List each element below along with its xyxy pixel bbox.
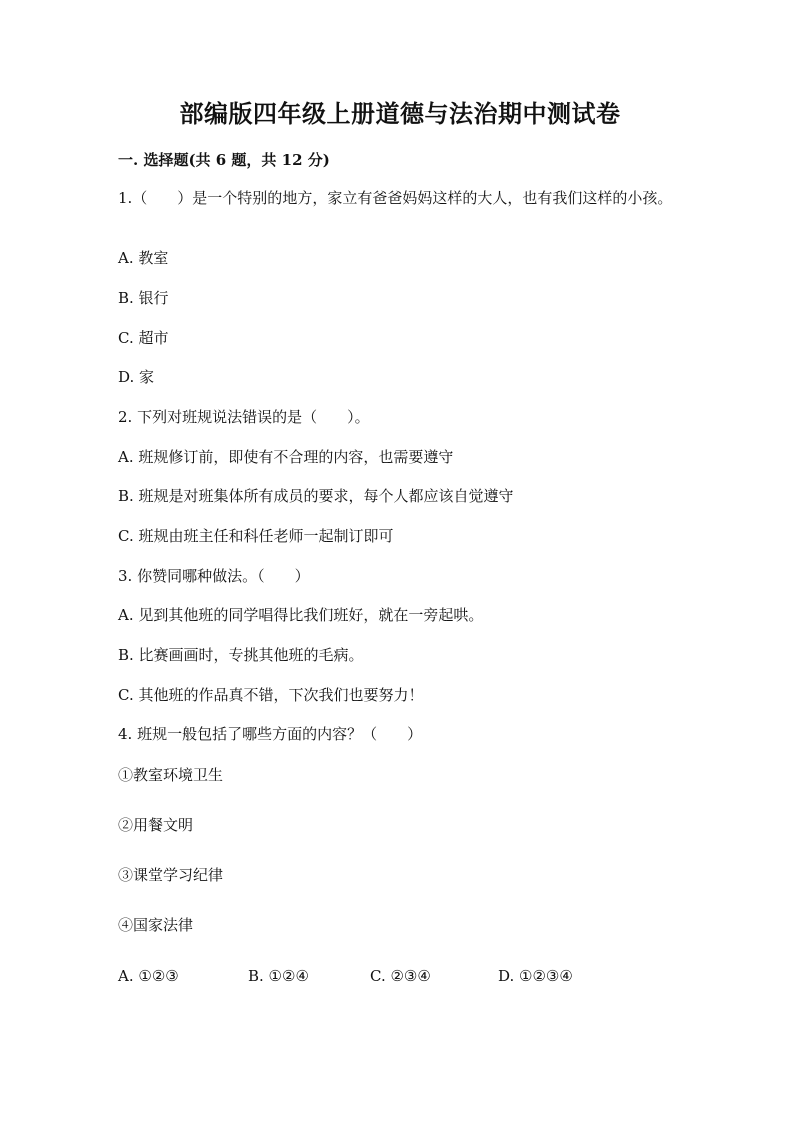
question-3-stem: 3. 你赞同哪种做法。（ ） bbox=[118, 567, 310, 585]
question-4-item-4: ④国家法律 bbox=[118, 916, 194, 934]
question-4-item-2: ②用餐文明 bbox=[118, 816, 194, 834]
question-4-item-1: ①教室环境卫生 bbox=[118, 766, 224, 784]
question-4-option-c: C. ②③④ bbox=[370, 967, 431, 985]
section-heading: 一. 选择题(共 6 题，共 12 分) bbox=[118, 151, 330, 169]
question-2-option-a: A. 班规修订前，即使有不合理的内容，也需要遵守 bbox=[118, 448, 454, 466]
question-1-option-a: A. 教室 bbox=[118, 249, 169, 267]
question-1-stem: 1.（ ）是一个特别的地方，家立有爸爸妈妈这样的大人，也有我们这样的小孩。 bbox=[118, 189, 673, 207]
question-2-stem: 2. 下列对班规说法错误的是（ ）。 bbox=[118, 408, 370, 426]
question-2-option-b: B. 班规是对班集体所有成员的要求，每个人都应该自觉遵守 bbox=[118, 487, 514, 505]
exam-title: 部编版四年级上册道德与法治期中测试卷 bbox=[179, 99, 621, 128]
question-4-option-b: B. ①②④ bbox=[248, 967, 309, 985]
question-1-option-d: D. 家 bbox=[118, 368, 155, 386]
question-4-option-a: A. ①②③ bbox=[118, 967, 179, 985]
question-3-option-c: C. 其他班的作品真不错，下次我们也要努力！ bbox=[118, 686, 424, 704]
question-4-stem: 4. 班规一般包括了哪些方面的内容？（ ） bbox=[118, 725, 423, 743]
question-3-option-b: B. 比赛画画时，专挑其他班的毛病。 bbox=[118, 646, 364, 664]
question-4-item-3: ③课堂学习纪律 bbox=[118, 866, 224, 884]
question-3-option-a: A. 见到其他班的同学唱得比我们班好，就在一旁起哄。 bbox=[118, 606, 484, 624]
question-4-option-d: D. ①②③④ bbox=[498, 967, 573, 985]
question-1-option-b: B. 银行 bbox=[118, 289, 169, 307]
question-2-option-c: C. 班规由班主任和科任老师一起制订即可 bbox=[118, 527, 394, 545]
question-1-option-c: C. 超市 bbox=[118, 329, 169, 347]
